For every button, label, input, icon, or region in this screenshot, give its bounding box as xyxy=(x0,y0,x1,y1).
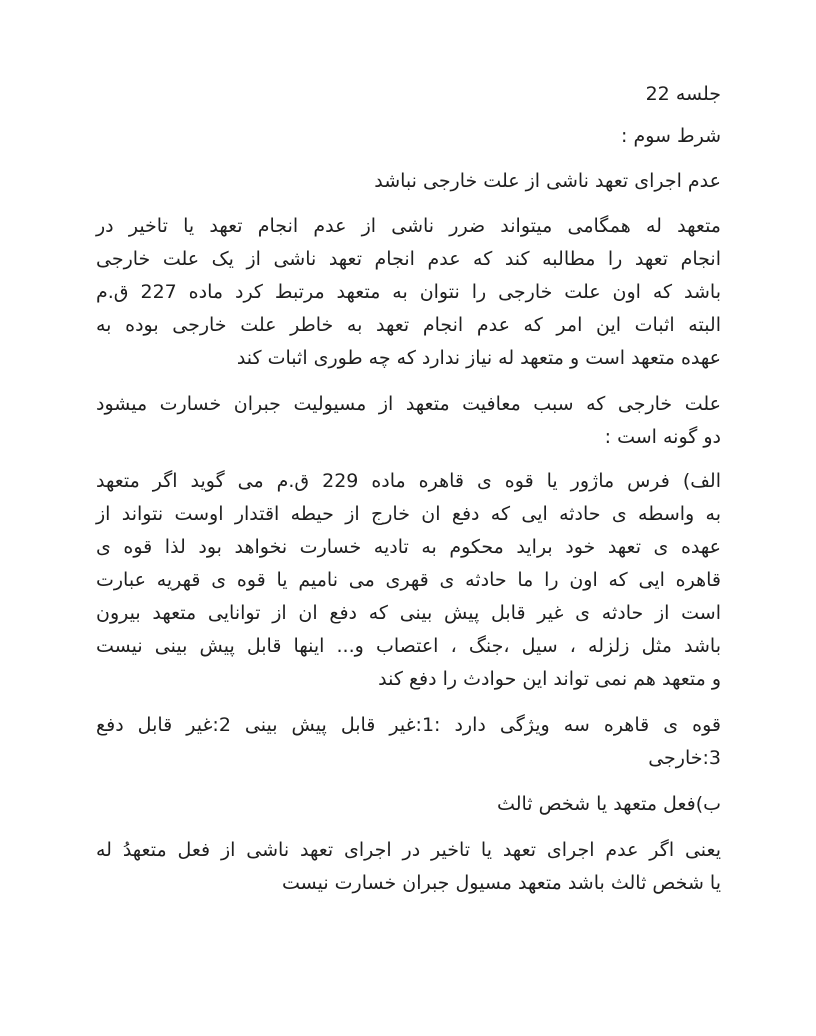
item-b xyxy=(96,788,721,821)
paragraph-line: انجام تعهد را مطالبه کند که عدم انجام تعهد ناشی از یک علت خارجی xyxy=(96,248,721,270)
paragraph-line: و متعهد هم نمی تواند این حوادث را دفع کند xyxy=(378,668,721,690)
paragraph-line: الف) فرس ماژور یا قوه ی قاهره ماده 229 ق.م می گوید اگر متعهد xyxy=(96,470,721,492)
paragraph-5 xyxy=(96,834,721,900)
paragraph-4 xyxy=(96,709,721,775)
paragraph-line: باشد مثل زلزله ، سیل ،جنگ ، اعتصاب و... اینها قابل پیش بینی نیست xyxy=(96,635,721,657)
session-heading xyxy=(96,78,721,111)
condition-title-text: عدم اجرای تعهد ناشی از علت خارجی نباشد xyxy=(374,170,721,192)
paragraph-line: به واسطه ی حادثه ایی که دفع ان خارج از حیطه اقتدار اوست نتواند از xyxy=(96,503,721,525)
paragraph-line: عهده متعهد است و متعهد له نیاز ندارد که چه طوری اثبات کند xyxy=(236,347,721,369)
paragraph-line: قوه ی قاهره سه ویژگی دارد :1:غیر قابل پیش بینی 2:غیر قابل دفع xyxy=(96,714,721,736)
paragraph-line: متعهد له همگامی میتواند ضرر ناشی از عدم انجام تعهد یا تاخیر در xyxy=(96,215,721,237)
paragraph-line: البته اثبات این امر که عدم انجام تعهد به خاطر علت خارجی بوده به xyxy=(96,314,721,336)
paragraph-1 xyxy=(96,210,721,375)
paragraph-line: یعنی اگر عدم اجرای تعهد یا تاخیر در اجرای تعهد ناشی از فعل متعهدُ له xyxy=(96,839,721,861)
item-b-text: ب)فعل متعهد یا شخص ثالث xyxy=(497,793,721,815)
paragraph-line: دو گونه است : xyxy=(604,426,721,448)
paragraph-line: 3:خارجی xyxy=(648,747,721,769)
paragraph-line: علت خارجی که سبب معافیت متعهد از مسیولیت جبران خسارت میشود xyxy=(96,393,721,415)
condition-subheading xyxy=(96,120,721,153)
paragraph-line: یا شخص ثالث باشد متعهد مسیول جبران خسارت نیست xyxy=(281,872,721,894)
paragraph-line: عهده ی تعهد خود براید محکوم به تادیه خسارت نخواهد بود لذا قوه ی xyxy=(96,536,721,558)
paragraph-line: است از حادثه ی غیر قابل پیش بینی که دفع ان از توانایی متعهد بیرون xyxy=(96,602,721,624)
session-heading-text: جلسه 22 xyxy=(645,83,721,105)
condition-title xyxy=(96,165,721,198)
paragraph-line: قاهره ایی که اون را ما حادثه ی قهری می نامیم یا قوه ی قهریه عبارت xyxy=(96,569,721,591)
condition-subheading-text: شرط سوم : xyxy=(621,125,721,147)
paragraph-line: باشد که اون علت خارجی را نتوان به متعهد مرتبط کرد ماده 227 ق.م xyxy=(96,281,721,303)
paragraph-3 xyxy=(96,465,721,696)
paragraph-2 xyxy=(96,388,721,454)
